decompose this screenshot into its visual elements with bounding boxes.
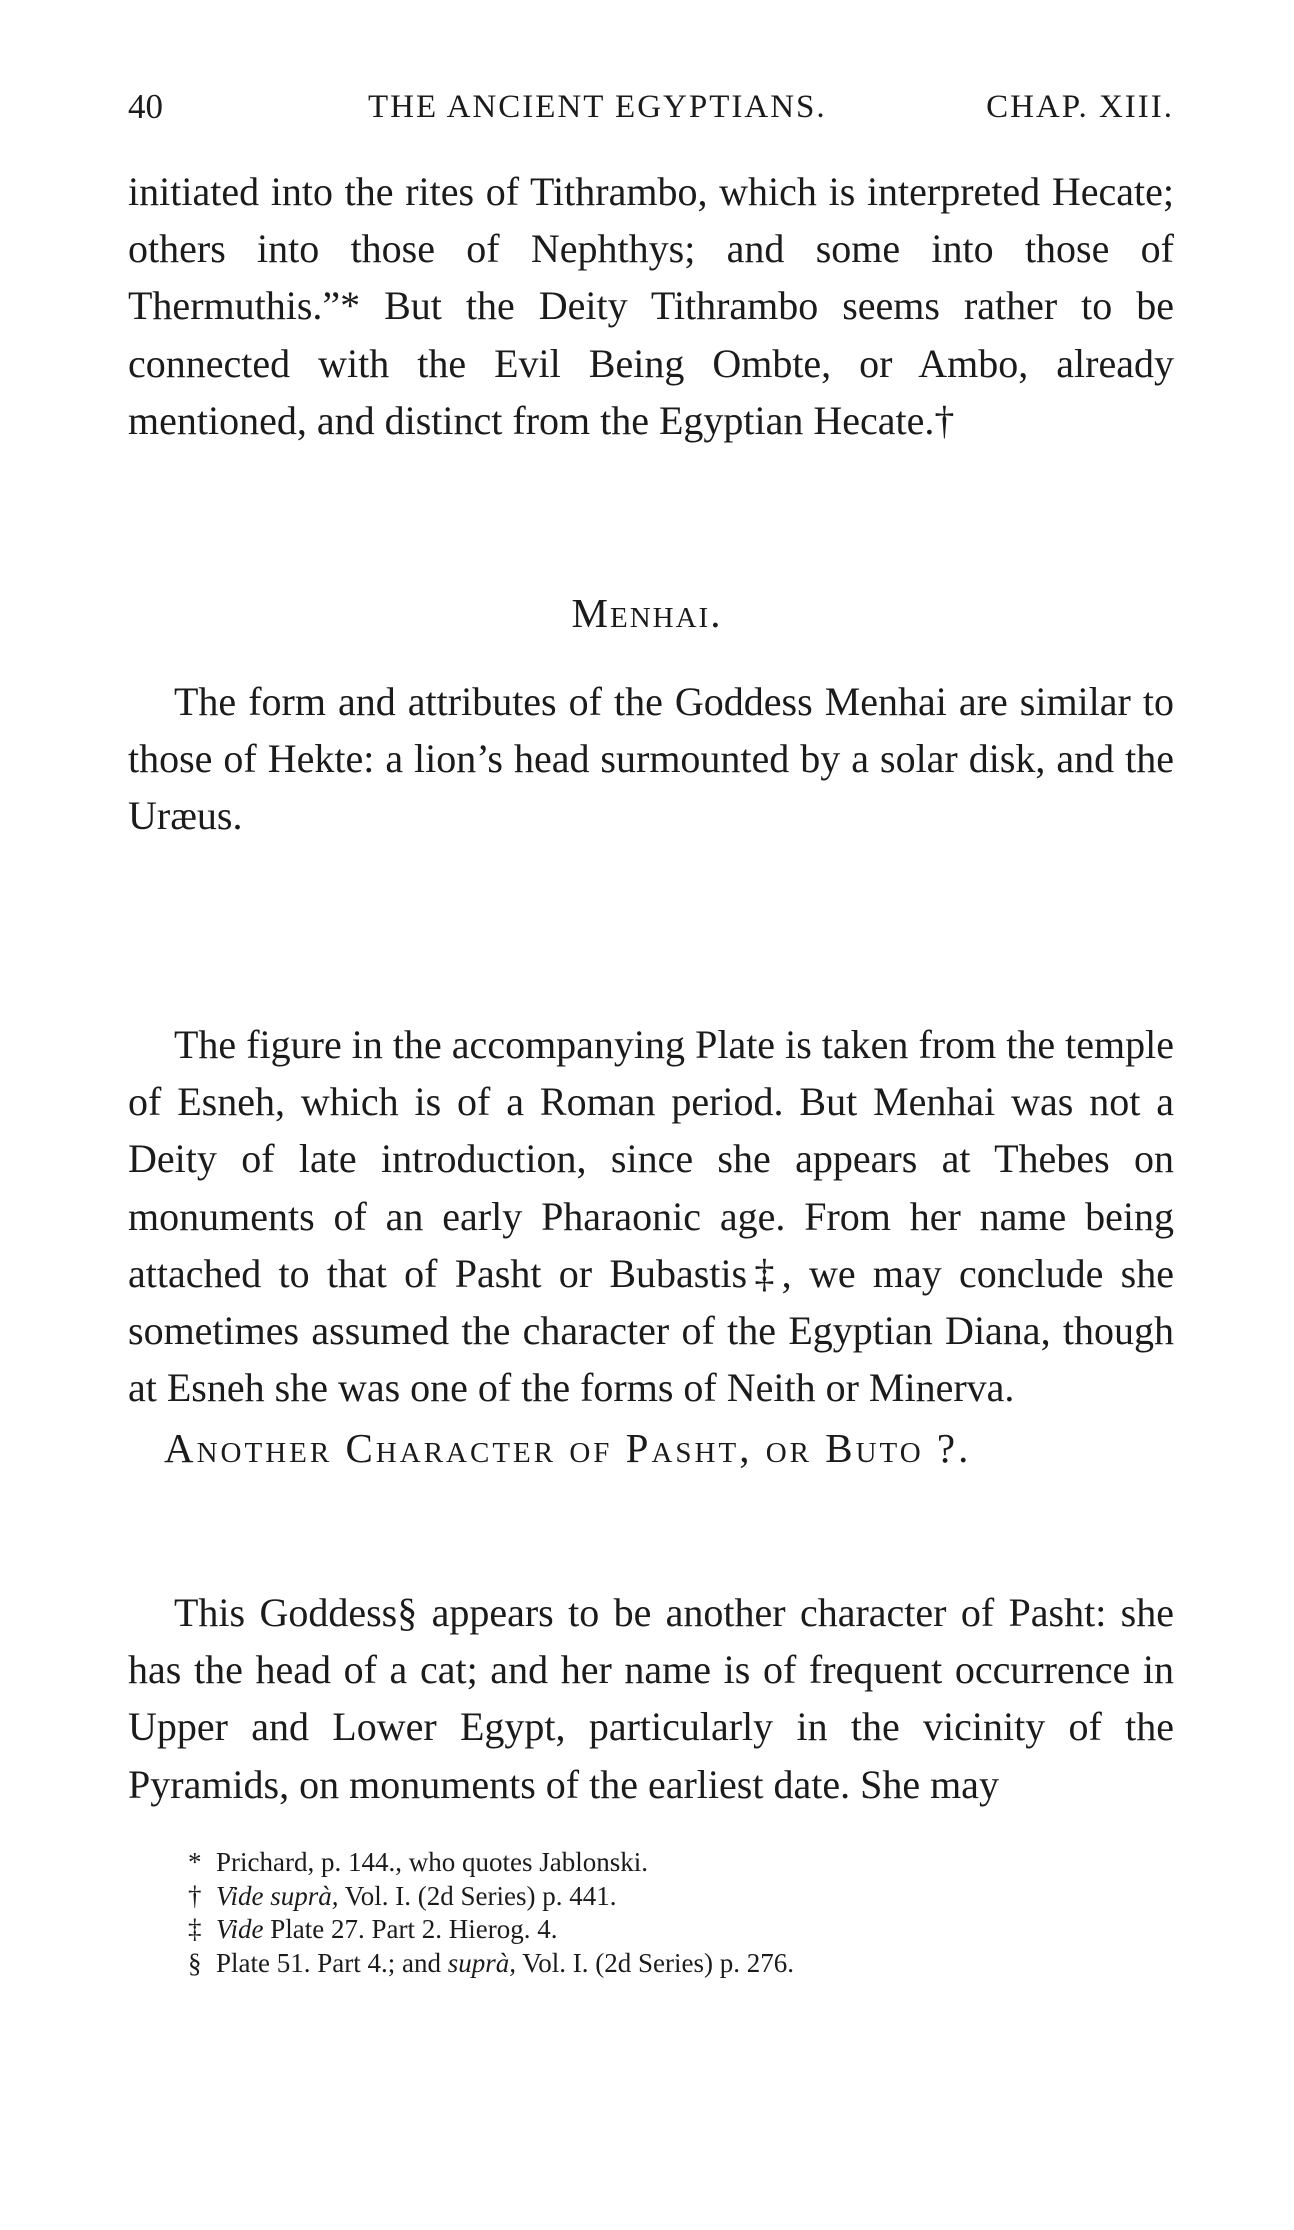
- running-title: THE ANCIENT EGYPTIANS.: [368, 89, 827, 125]
- footnote: [188, 1947, 1148, 1981]
- footnote-mark: †: [188, 1880, 202, 1911]
- footnote: [188, 1846, 1148, 1880]
- footnote-text: Vol. I. (2d Series) p. 441.: [338, 1880, 617, 1911]
- page-number: 40: [128, 87, 163, 126]
- footnote: [188, 1913, 1148, 1947]
- paragraph-pasht: This Goddess§ appears to be another character of Pasht: she has the head of a cat; and her name is of frequent occurrence in Upper and Lower Egypt, particularly in the vicinity of the Pyramids, on monuments of the earliest date. She may: [128, 1590, 1174, 1807]
- footnote-italic-text: Vide: [216, 1914, 264, 1944]
- chapter-label: CHAP. XIII.: [986, 89, 1174, 125]
- footnote-mark: §: [188, 1947, 202, 1978]
- footnote-text: Vol. I. (2d Series) p. 276.: [515, 1947, 794, 1978]
- running-head: [128, 82, 1174, 132]
- footnotes: [188, 1846, 1148, 1980]
- paragraph-menhai-figure: The figure in the accompanying Plate is taken from the temple of Esneh, which is of a Roman period. But Menhai was not a Deity of late introduction, since she appears at Thebes on monuments of an early Pharaonic age. From her name being attached to that of Pasht or Bubastis‡, we may conclude she sometimes assumed the character of the Egyptian Diana, though at Esneh she was one of the forms of Neith or Minerva.: [128, 1022, 1174, 1411]
- footnote: [188, 1880, 1148, 1914]
- footnote-mark: *: [188, 1847, 202, 1877]
- footnote-italic-text: Vide suprà,: [216, 1880, 339, 1911]
- section-heading-pasht: Another Character of Pasht, or Buto ?.: [164, 1425, 972, 1471]
- footnote-mark: ‡: [188, 1914, 202, 1944]
- footnote-text: Plate 27. Part 2. Hierog. 4.: [263, 1914, 558, 1944]
- footnote-text: Prichard, p. 144., who quotes Jablonski.: [216, 1847, 648, 1877]
- paragraph-tithrambo: initiated into the rites of Tithrambo, which is interpreted Hecate; others into those of Nephthys; and some into those of Thermuthis.”* But the Deity Tithrambo seems rather to be connected with the Evil Being Ombte, or Ambo, already mentioned, and distinct from the Egyptian Hecate.†: [128, 169, 1174, 443]
- footnote-text: Plate 51. Part 4.; and: [216, 1947, 448, 1978]
- footnote-italic-text: suprà,: [447, 1947, 516, 1978]
- section-heading-menhai: Menhai.: [571, 590, 723, 636]
- paragraph-menhai-form: The form and attributes of the Goddess Menhai are similar to those of Hekte: a lion’s head surmounted by a solar disk, and the Uræus.: [128, 679, 1174, 839]
